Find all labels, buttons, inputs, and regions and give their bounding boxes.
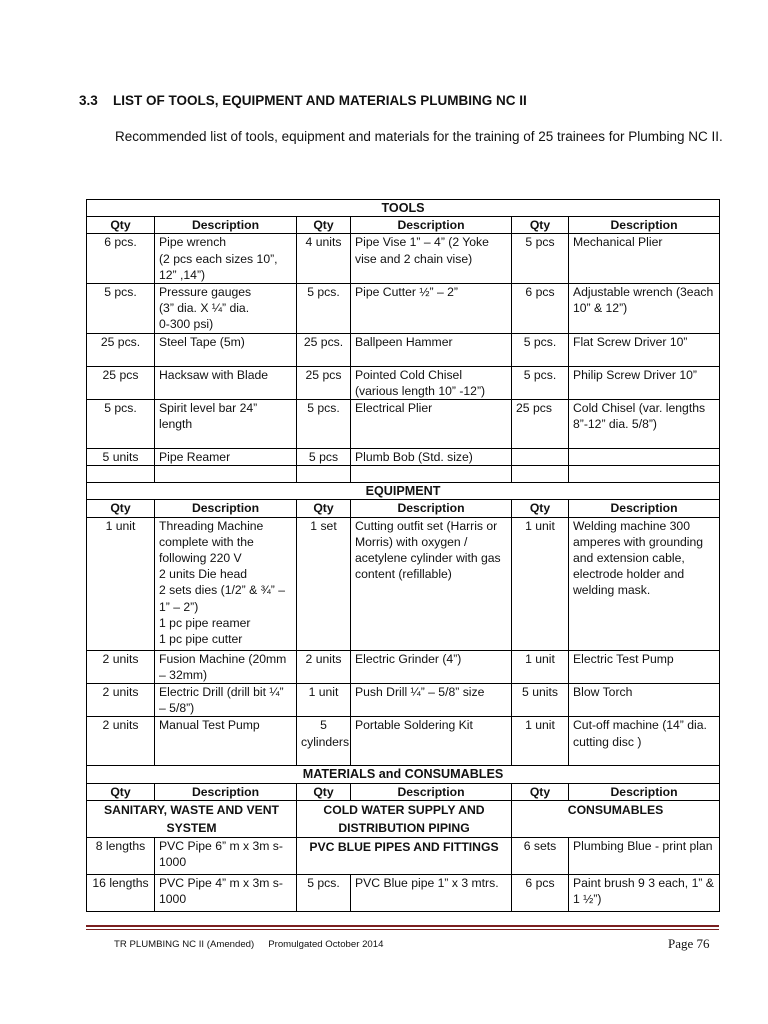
qty-cell: 1 unit [297,684,351,717]
qty-header: Qty [512,500,569,517]
qty-cell: 16 lengths [87,874,155,911]
description-cell: Fusion Machine (20mm – 32mm) [155,650,297,683]
qty-header: Qty [297,217,351,234]
description-cell: Ballpeen Hammer [351,333,512,366]
cold-water-subheader: COLD WATER SUPPLY AND DISTRIBUTION PIPING [297,800,512,837]
qty-cell: 8 lengths [87,837,155,874]
tools-header-row [87,217,720,234]
qty-cell: 5 units [512,684,569,717]
description-cell: Adjustable wrench (3each 10” & 12”) [569,284,720,334]
description-cell: Paint brush 9 3 each, 1” & 1 ½”) [569,874,720,911]
table-row [87,874,720,911]
footer-promulgated: Promulgated October 2014 [268,939,384,950]
footer-rule-thin [86,929,719,930]
sanitary-subheader: SANITARY, WASTE AND VENT SYSTEM [87,800,297,837]
table-row [87,837,720,874]
qty-cell [297,466,351,483]
description-cell: Pipe wrench (2 pcs each sizes 10”, 12” ,14”) [155,234,297,284]
description-header: Description [155,500,297,517]
qty-cell: 5 pcs. [87,284,155,334]
equipment-section-title: EQUIPMENT [87,483,720,500]
description-cell: PVC Blue pipe 1” x 3 mtrs. [351,874,512,911]
description-cell: Cutting outfit set (Harris or Morris) with oxygen / acetylene cylinder with gas content (refillable) [351,517,512,650]
description-cell [569,466,720,483]
qty-header: Qty [297,783,351,800]
qty-cell: 6 pcs [512,874,569,911]
qty-cell: 5 pcs. [512,366,569,399]
description-cell: Pipe Reamer [155,449,297,466]
description-header: Description [351,500,512,517]
qty-cell [87,466,155,483]
qty-cell: 1 unit [512,650,569,683]
qty-header: Qty [512,217,569,234]
description-cell: Portable Soldering Kit [351,717,512,766]
description-cell [155,466,297,483]
description-cell: Spirit level bar 24” length [155,400,297,449]
qty-cell: 25 pcs [297,366,351,399]
qty-header: Qty [87,217,155,234]
description-header: Description [569,783,720,800]
description-cell: Steel Tape (5m) [155,333,297,366]
description-header: Description [351,217,512,234]
qty-cell: 5 units [87,449,155,466]
table-row [87,517,720,650]
qty-cell: 25 pcs. [87,333,155,366]
qty-header: Qty [297,500,351,517]
table-row [87,449,720,466]
description-cell: Cold Chisel (var. lengths 8”-12” dia. 5/8”) [569,400,720,449]
description-cell: Plumbing Blue - print plan [569,837,720,874]
qty-header: Qty [87,500,155,517]
description-cell: Electric Drill (drill bit ¼” – 5/8”) [155,684,297,717]
qty-cell: 5 pcs. [87,400,155,449]
qty-cell: 6 pcs. [87,234,155,284]
table-row [87,333,720,366]
qty-cell [512,466,569,483]
materials-section-title: MATERIALS and CONSUMABLES [87,766,720,783]
footer-rule [86,925,719,927]
qty-header: Qty [87,783,155,800]
materials-section-row [87,766,720,783]
tools-section-row [87,200,720,217]
description-cell [569,449,720,466]
description-cell: Pointed Cold Chisel (various length 10” -12”) [351,366,512,399]
qty-cell: 4 units [297,234,351,284]
description-cell: Welding machine 300 amperes with grounding and extension cable, electrode holder and welding mask. [569,517,720,650]
footer-left [114,939,383,950]
table-row [87,650,720,683]
qty-cell: 25 pcs [87,366,155,399]
page-number-value: 76 [696,936,710,951]
page-label: Page [668,936,694,951]
tools-equipment-materials-table [86,199,720,912]
description-cell: Electrical Plier [351,400,512,449]
description-header: Description [155,217,297,234]
qty-cell: 25 pcs [512,400,569,449]
description-cell: Blow Torch [569,684,720,717]
qty-header: Qty [512,783,569,800]
qty-cell: 5 pcs. [297,400,351,449]
description-cell: Push Drill ¼” – 5/8” size [351,684,512,717]
qty-cell: 1 unit [512,717,569,766]
description-cell: Electric Grinder (4”) [351,650,512,683]
table-row [87,284,720,334]
pvc-blue-subheader: PVC BLUE PIPES AND FITTINGS [297,837,512,874]
table-row [87,717,720,766]
description-header: Description [155,783,297,800]
qty-cell: 1 set [297,517,351,650]
footer-title: TR PLUMBING NC II (Amended) [114,939,255,950]
qty-cell: 5 pcs [512,234,569,284]
description-cell: Philip Screw Driver 10” [569,366,720,399]
description-cell [351,466,512,483]
description-cell: Cut-off machine (14” dia. cutting disc ) [569,717,720,766]
materials-header-row [87,783,720,800]
section-number: 3.3 [79,93,98,108]
qty-cell: 25 pcs. [297,333,351,366]
description-cell: Pipe Cutter ½” – 2” [351,284,512,334]
table-row [87,466,720,483]
description-cell: PVC Pipe 4” m x 3m s-1000 [155,874,297,911]
tools-section-title: TOOLS [87,200,720,217]
qty-cell: 5 pcs. [297,874,351,911]
table-row [87,234,720,284]
section-heading [79,93,527,108]
table-row [87,366,720,399]
qty-cell: 6 sets [512,837,569,874]
qty-cell: 5 pcs [297,449,351,466]
description-cell: Flat Screw Driver 10” [569,333,720,366]
qty-cell: 5 cylinders [297,717,351,766]
qty-cell: 5 pcs. [512,333,569,366]
intro-paragraph: Recommended list of tools, equipment and materials for the training of 25 trainees for Plumbing NC II. [115,129,723,144]
description-cell: PVC Pipe 6” m x 3m s-1000 [155,837,297,874]
description-header: Description [351,783,512,800]
equipment-header-row [87,500,720,517]
description-cell: Pipe Vise 1” – 4” (2 Yoke vise and 2 chain vise) [351,234,512,284]
qty-cell: 6 pcs [512,284,569,334]
description-cell: Pressure gauges (3” dia. X ¼” dia. 0-300 psi) [155,284,297,334]
qty-cell: 5 pcs. [297,284,351,334]
materials-subheader-row [87,800,720,837]
qty-cell: 1 unit [512,517,569,650]
description-cell: Threading Machine complete with the following 220 V 2 units Die head 2 sets dies (1/2” & ¾” – 1” – 2”) 1 pc pipe reamer 1 pc pipe cutter [155,517,297,650]
description-cell: Manual Test Pump [155,717,297,766]
table-row [87,400,720,449]
page-number [668,936,710,952]
qty-cell: 1 unit [87,517,155,650]
description-cell: Electric Test Pump [569,650,720,683]
description-cell: Plumb Bob (Std. size) [351,449,512,466]
qty-cell: 2 units [87,684,155,717]
description-header: Description [569,500,720,517]
qty-cell: 2 units [87,650,155,683]
section-title: LIST OF TOOLS, EQUIPMENT AND MATERIALS PLUMBING NC II [113,93,527,108]
consumables-subheader: CONSUMABLES [512,800,720,837]
qty-cell [512,449,569,466]
description-cell: Mechanical Plier [569,234,720,284]
description-header: Description [569,217,720,234]
qty-cell: 2 units [297,650,351,683]
table-row [87,684,720,717]
qty-cell: 2 units [87,717,155,766]
description-cell: Hacksaw with Blade [155,366,297,399]
equipment-section-row [87,483,720,500]
